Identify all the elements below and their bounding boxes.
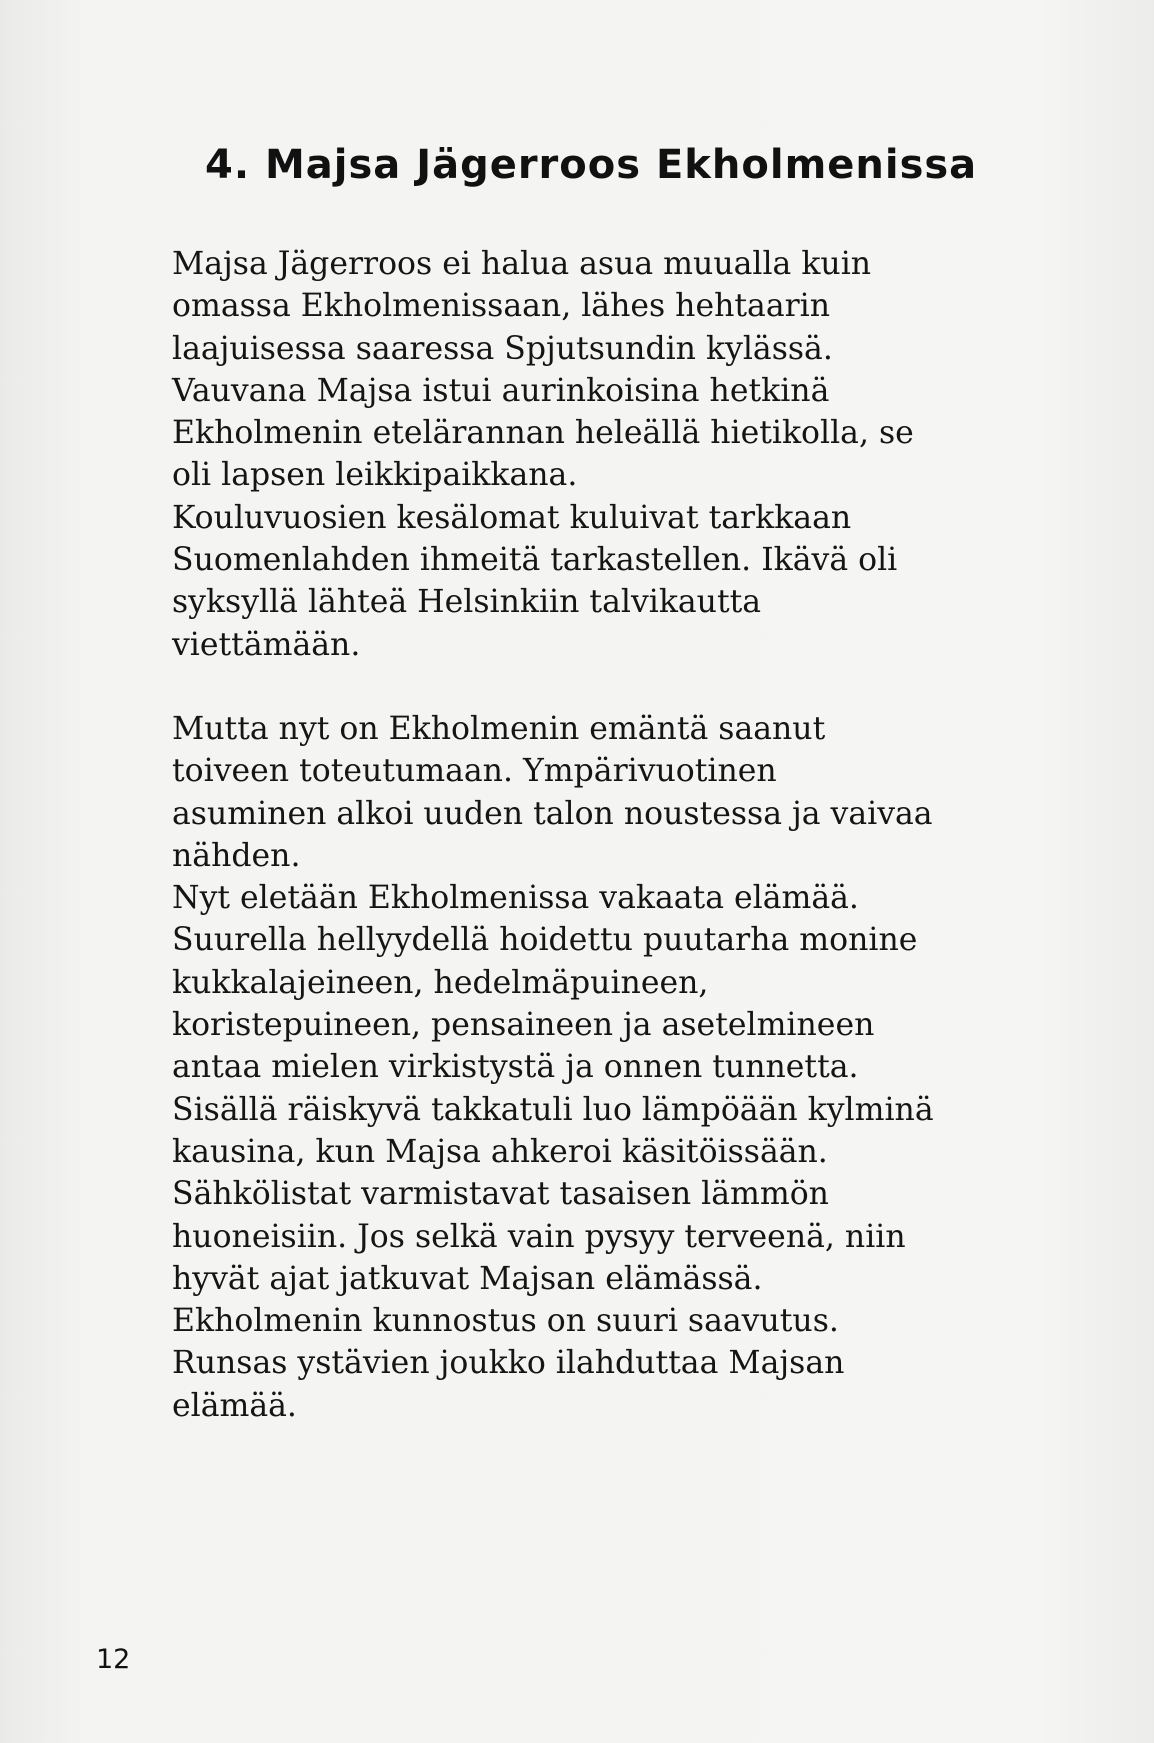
text-line: hyvät ajat jatkuvat Majsan elämässä. <box>172 1260 763 1297</box>
chapter-heading: 4. Majsa Jägerroos Ekholmenissa <box>205 142 978 188</box>
text-line: kausina, kun Majsa ahkeroi käsitöissään. <box>172 1133 828 1170</box>
text-line: omassa Ekholmenissaan, lähes hehtaarin <box>172 288 831 325</box>
text-line: Vauvana Majsa istui aurinkoisina hetkinä <box>172 372 830 409</box>
paragraph-1 <box>172 243 1002 666</box>
text-line: Suomenlahden ihmeitä tarkastellen. Ikävä oli <box>172 542 898 579</box>
text-line: oli lapsen leikkipaikkana. <box>172 457 578 494</box>
text-line: Mutta nyt on Ekholmenin emäntä saanut <box>172 710 826 747</box>
text-line: toiveen toteutumaan. Ympärivuotinen <box>172 753 777 790</box>
text-line: asuminen alkoi uuden talon noustessa ja vaivaa <box>172 795 933 832</box>
text-line: Sähkölistat varmistavat tasaisen lämmön <box>172 1176 829 1213</box>
text-line: Runsas ystävien joukko ilahduttaa Majsan <box>172 1345 845 1382</box>
text-line: Nyt eletään Ekholmenissa vakaata elämää. <box>172 880 859 917</box>
text-line: Ekholmenin etelärannan heleällä hietikolla, se <box>172 415 914 452</box>
chapter-body <box>172 243 1002 1427</box>
text-line: Ekholmenin kunnostus on suuri saavutus. <box>172 1303 839 1340</box>
text-line: Majsa Jägerroos ei halua asua muualla kuin <box>172 246 872 282</box>
paragraph-2 <box>172 708 1002 1427</box>
text-line: nähden. <box>172 837 301 874</box>
text-line: koristepuineen, pensaineen ja asetelmineen <box>172 1007 875 1044</box>
paragraph-gap <box>172 666 1002 708</box>
page-number: 12 <box>96 1644 131 1675</box>
text-line: syksyllä lähteä Helsinkiin talvikautta <box>172 584 762 621</box>
text-line: Kouluvuosien kesälomat kuluivat tarkkaan <box>172 499 852 536</box>
text-line: antaa mielen virkistystä ja onnen tunnetta. <box>172 1049 859 1086</box>
text-line: Suurella hellyydellä hoidettu puutarha monine <box>172 922 918 959</box>
text-line: laajuisessa saaressa Spjutsundin kylässä. <box>172 330 833 367</box>
text-line: Sisällä räiskyvä takkatuli luo lämpöään kylminä <box>172 1091 934 1128</box>
text-line: elämää. <box>172 1387 297 1424</box>
text-line: huoneisiin. Jos selkä vain pysyy terveenä, niin <box>172 1218 906 1255</box>
text-line: viettämään. <box>172 626 361 663</box>
text-line: kukkalajeineen, hedelmäpuineen, <box>172 964 709 1001</box>
